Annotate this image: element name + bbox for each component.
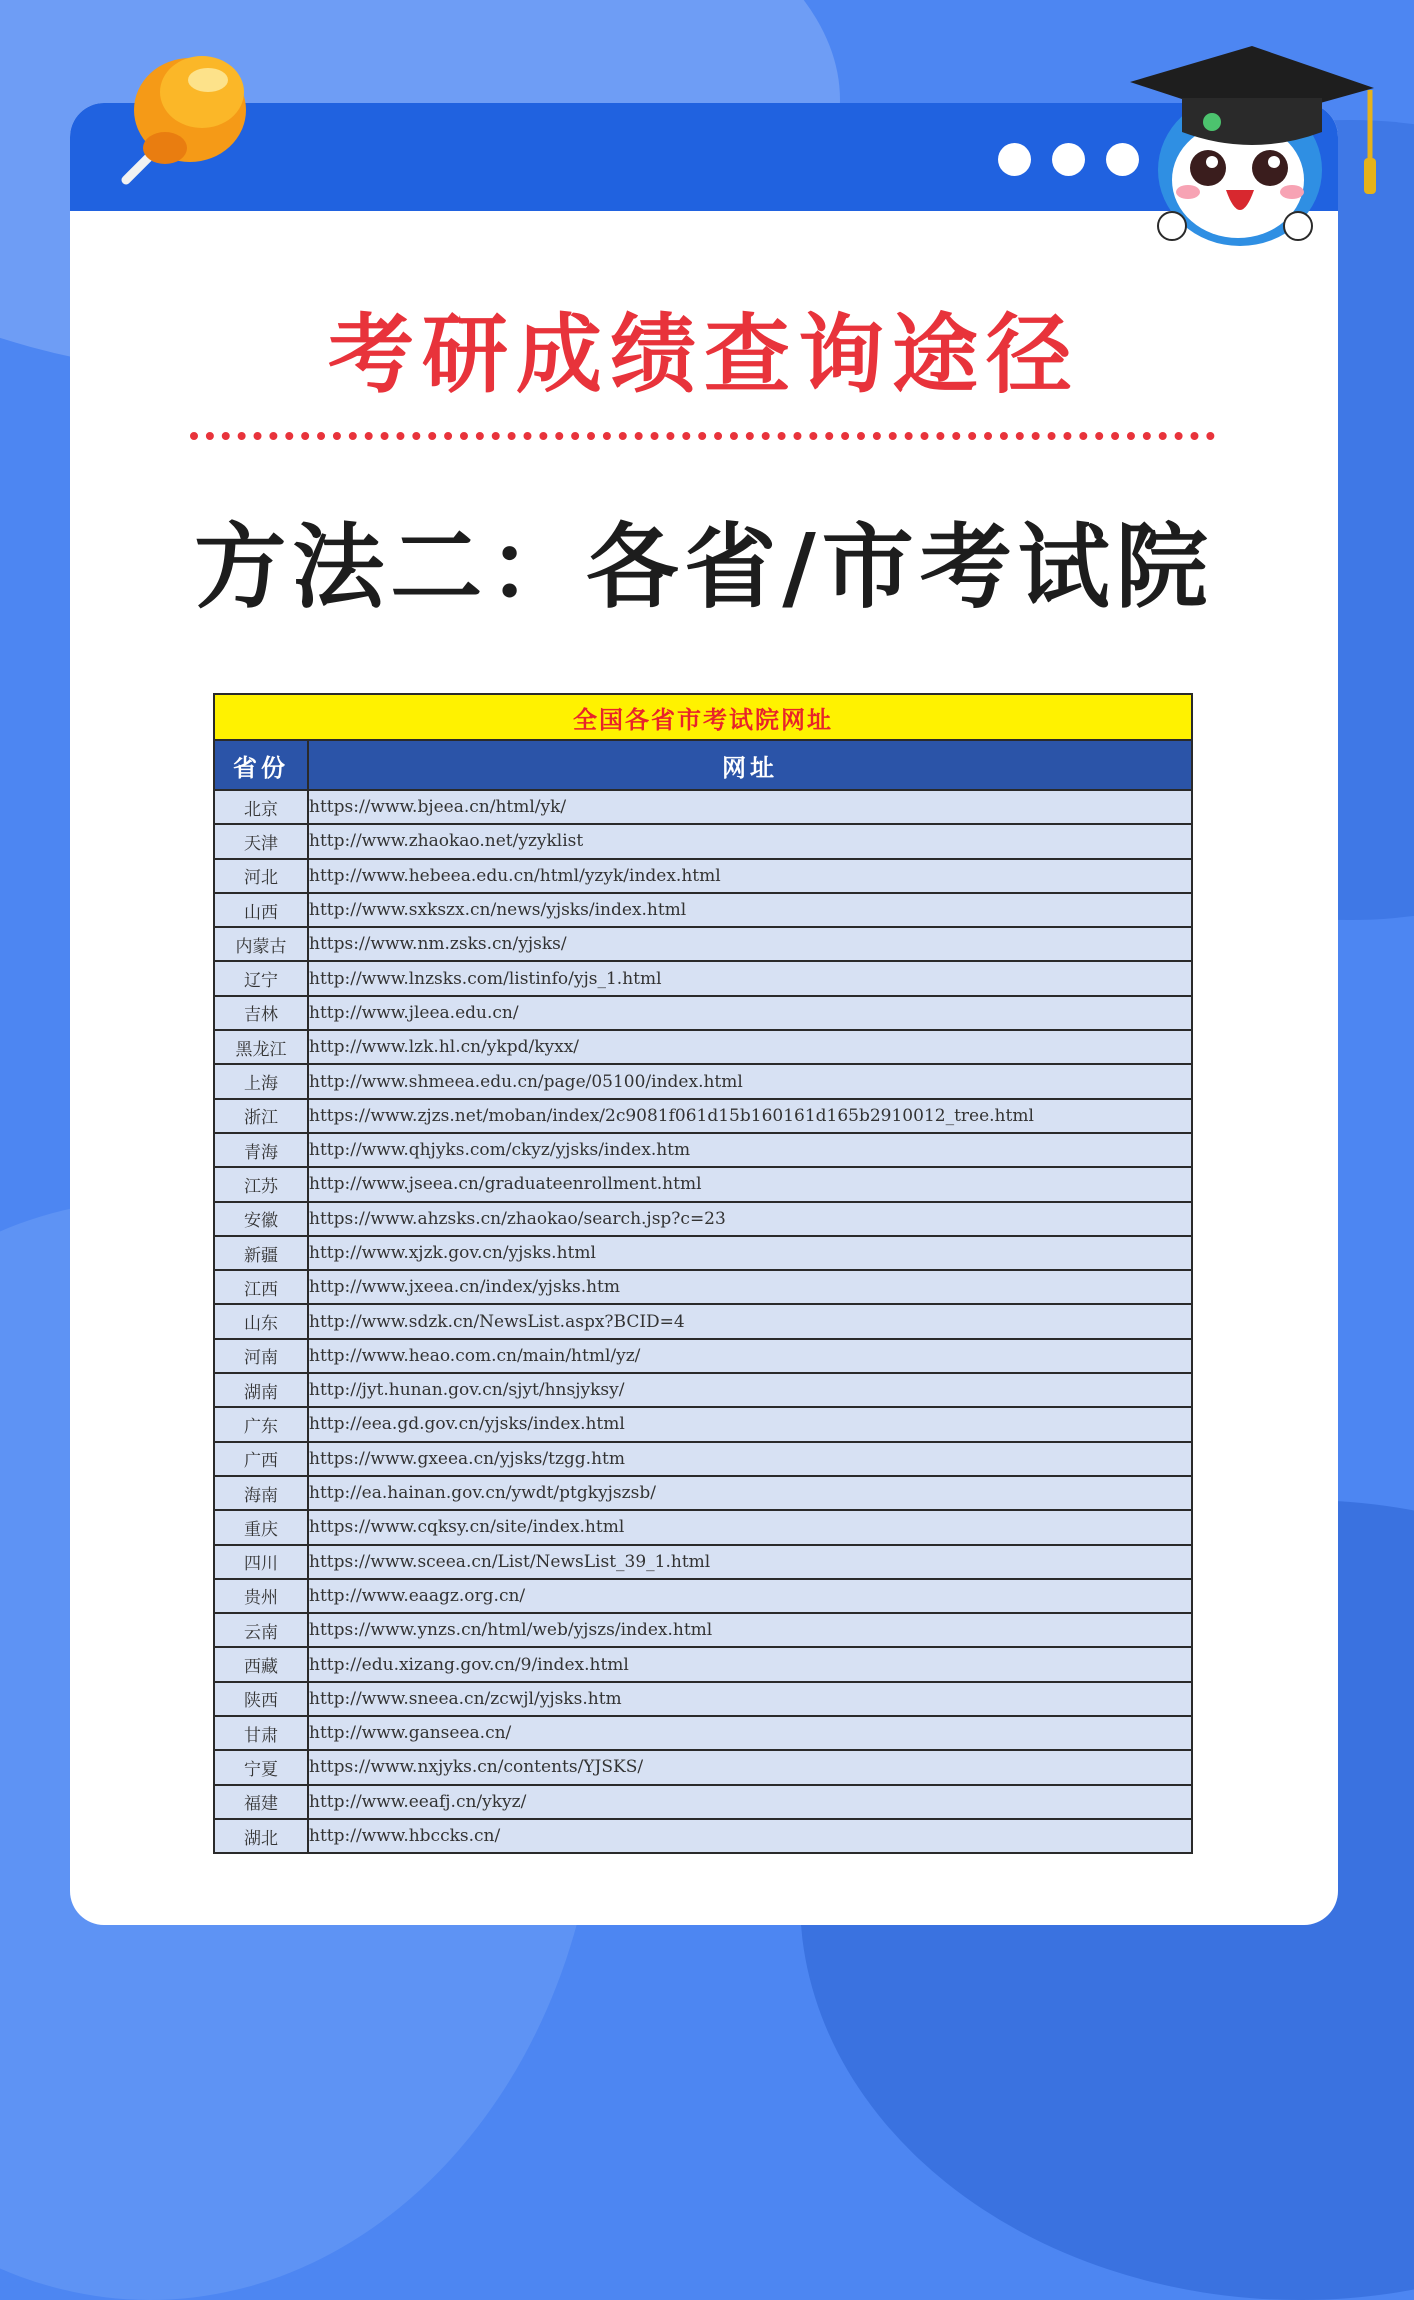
table-row	[214, 1647, 1192, 1681]
table-row	[214, 1750, 1192, 1784]
province-cell: 河南	[214, 1339, 308, 1373]
province-cell: 西藏	[214, 1647, 308, 1681]
province-cell: 湖北	[214, 1819, 308, 1853]
table-row	[214, 1476, 1192, 1510]
url-cell[interactable]: https://www.cqksy.cn/site/index.html	[308, 1510, 1192, 1544]
url-cell[interactable]: http://www.hbccks.cn/	[308, 1819, 1192, 1853]
dotted-divider	[190, 432, 1215, 440]
url-cell[interactable]: https://www.gxeea.cn/yjsks/tzgg.htm	[308, 1442, 1192, 1476]
url-cell[interactable]: http://ea.hainan.gov.cn/ywdt/ptgkyjszsb/	[308, 1476, 1192, 1510]
table-row	[214, 1373, 1192, 1407]
dot-icon	[1052, 143, 1085, 176]
province-cell: 湖南	[214, 1373, 308, 1407]
province-cell: 黑龙江	[214, 1030, 308, 1064]
province-cell: 天津	[214, 824, 308, 858]
table-row	[214, 824, 1192, 858]
url-cell[interactable]: http://www.sdzk.cn/NewsList.aspx?BCID=4	[308, 1304, 1192, 1338]
column-header-province: 省份	[214, 740, 308, 790]
table-row	[214, 996, 1192, 1030]
url-cell[interactable]: http://www.jxeea.cn/index/yjsks.htm	[308, 1270, 1192, 1304]
url-cell[interactable]: http://www.heao.com.cn/main/html/yz/	[308, 1339, 1192, 1373]
table-row	[214, 1236, 1192, 1270]
url-cell[interactable]: http://www.hebeea.edu.cn/html/yzyk/index.html	[308, 859, 1192, 893]
province-cell: 新疆	[214, 1236, 308, 1270]
table-row	[214, 1064, 1192, 1098]
table-row	[214, 1545, 1192, 1579]
table-header-row	[214, 740, 1192, 790]
table-row	[214, 1339, 1192, 1373]
url-cell[interactable]: http://www.lzk.hl.cn/ykpd/kyxx/	[308, 1030, 1192, 1064]
table-body	[214, 790, 1192, 1853]
province-cell: 河北	[214, 859, 308, 893]
url-cell[interactable]: https://www.nxjyks.cn/contents/YJSKS/	[308, 1750, 1192, 1784]
province-cell: 重庆	[214, 1510, 308, 1544]
url-cell[interactable]: https://www.bjeea.cn/html/yk/	[308, 790, 1192, 824]
column-header-url: 网址	[308, 740, 1192, 790]
table-row	[214, 1167, 1192, 1201]
table-row	[214, 1099, 1192, 1133]
url-cell[interactable]: http://www.sneea.cn/zcwjl/yjsks.htm	[308, 1682, 1192, 1716]
pushpin-icon	[110, 40, 250, 190]
table-row	[214, 1202, 1192, 1236]
dot-icon	[998, 143, 1031, 176]
table-row	[214, 1510, 1192, 1544]
url-cell[interactable]: http://eea.gd.gov.cn/yjsks/index.html	[308, 1407, 1192, 1441]
url-cell[interactable]: http://www.xjzk.gov.cn/yjsks.html	[308, 1236, 1192, 1270]
table-row	[214, 1133, 1192, 1167]
table-row	[214, 927, 1192, 961]
province-cell: 上海	[214, 1064, 308, 1098]
province-cell: 山西	[214, 893, 308, 927]
url-cell[interactable]: https://www.zjzs.net/moban/index/2c9081f061d15b160161d165b2910012_tree.html	[308, 1099, 1192, 1133]
table-caption: 全国各省市考试院网址	[214, 694, 1192, 740]
province-cell: 吉林	[214, 996, 308, 1030]
province-cell: 四川	[214, 1545, 308, 1579]
table-row	[214, 961, 1192, 995]
province-cell: 山东	[214, 1304, 308, 1338]
province-cell: 宁夏	[214, 1750, 308, 1784]
method-subtitle: 方法二：各省/市考试院	[194, 514, 1214, 621]
province-cell: 江西	[214, 1270, 308, 1304]
table-row	[214, 859, 1192, 893]
url-cell[interactable]: http://www.zhaokao.net/yzyklist	[308, 824, 1192, 858]
decorative-dots	[998, 143, 1139, 176]
url-cell[interactable]: http://www.jleea.edu.cn/	[308, 996, 1192, 1030]
table-row	[214, 1579, 1192, 1613]
table-row	[214, 1030, 1192, 1064]
province-cell: 陕西	[214, 1682, 308, 1716]
exam-institute-table	[213, 693, 1193, 1854]
province-cell: 广东	[214, 1407, 308, 1441]
url-cell[interactable]: http://edu.xizang.gov.cn/9/index.html	[308, 1647, 1192, 1681]
table-row	[214, 1682, 1192, 1716]
url-cell[interactable]: https://www.nm.zsks.cn/yjsks/	[308, 927, 1192, 961]
province-cell: 海南	[214, 1476, 308, 1510]
province-cell: 福建	[214, 1785, 308, 1819]
table-caption-row	[214, 694, 1192, 740]
url-cell[interactable]: http://www.sxkszx.cn/news/yjsks/index.html	[308, 893, 1192, 927]
url-cell[interactable]: https://www.ahzsks.cn/zhaokao/search.jsp?c=23	[308, 1202, 1192, 1236]
province-cell: 北京	[214, 790, 308, 824]
table-row	[214, 1270, 1192, 1304]
province-cell: 青海	[214, 1133, 308, 1167]
url-cell[interactable]: http://jyt.hunan.gov.cn/sjyt/hnsjyksy/	[308, 1373, 1192, 1407]
table-row	[214, 1304, 1192, 1338]
url-cell[interactable]: http://www.ganseea.cn/	[308, 1716, 1192, 1750]
table-row	[214, 1819, 1192, 1853]
province-cell: 辽宁	[214, 961, 308, 995]
table-row	[214, 1613, 1192, 1647]
table-row	[214, 1442, 1192, 1476]
url-cell[interactable]: http://www.jseea.cn/graduateenrollment.html	[308, 1167, 1192, 1201]
url-cell[interactable]: http://www.eeafj.cn/ykyz/	[308, 1785, 1192, 1819]
province-cell: 浙江	[214, 1099, 308, 1133]
url-cell[interactable]: http://www.lnzsks.com/listinfo/yjs_1.html	[308, 961, 1192, 995]
province-cell: 甘肃	[214, 1716, 308, 1750]
table-row	[214, 790, 1192, 824]
sites-table	[213, 693, 1193, 1854]
url-cell[interactable]: https://www.ynzs.cn/html/web/yjszs/index.html	[308, 1613, 1192, 1647]
page-title: 考研成绩查询途径	[328, 305, 1080, 405]
province-cell: 云南	[214, 1613, 308, 1647]
table-row	[214, 893, 1192, 927]
url-cell[interactable]: http://www.eaagz.org.cn/	[308, 1579, 1192, 1613]
table-row	[214, 1407, 1192, 1441]
province-cell: 广西	[214, 1442, 308, 1476]
province-cell: 江苏	[214, 1167, 308, 1201]
url-cell[interactable]: http://www.qhjyks.com/ckyz/yjsks/index.htm	[308, 1133, 1192, 1167]
table-row	[214, 1785, 1192, 1819]
province-cell: 安徽	[214, 1202, 308, 1236]
province-cell: 贵州	[214, 1579, 308, 1613]
url-cell[interactable]: https://www.sceea.cn/List/NewsList_39_1.html	[308, 1545, 1192, 1579]
province-cell: 内蒙古	[214, 927, 308, 961]
url-cell[interactable]: http://www.shmeea.edu.cn/page/05100/index.html	[308, 1064, 1192, 1098]
table-row	[214, 1716, 1192, 1750]
mascot-graduation-cap-icon	[1120, 40, 1380, 250]
